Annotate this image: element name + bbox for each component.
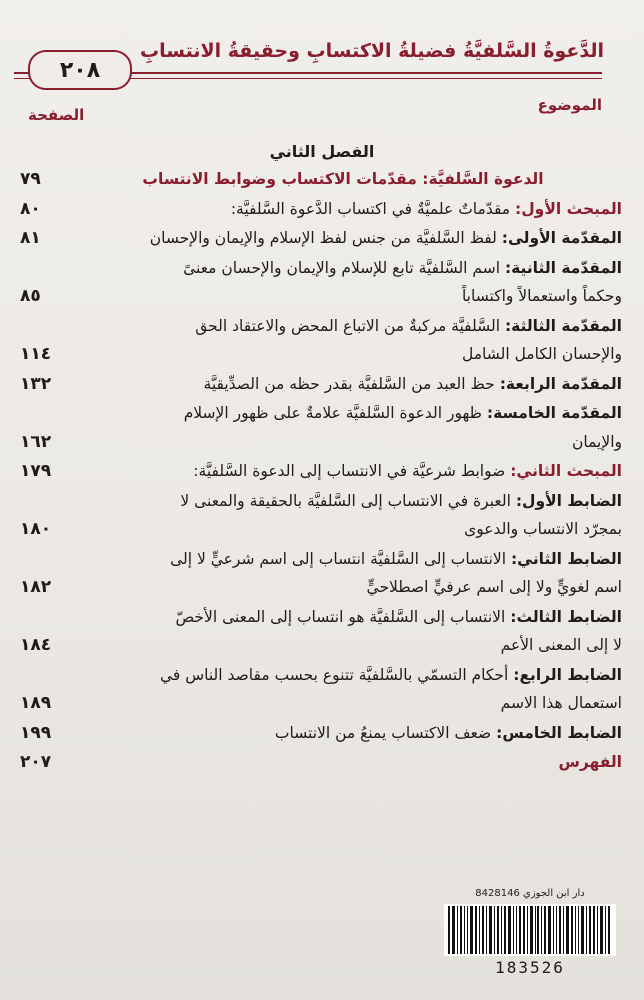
barcode-bar (553, 906, 554, 954)
toc-entry-page: ١١٤ (20, 344, 52, 364)
page-number-badge: ٢٠٨ (28, 50, 132, 90)
barcode-bar (537, 906, 539, 954)
barcode-bar (479, 906, 480, 954)
toc-entry-text: استعمال هذا الاسم (500, 694, 622, 712)
toc-entry-label: الضابط الخامس: (496, 723, 622, 742)
toc-entry-line (64, 692, 622, 714)
barcode-bar (541, 906, 542, 954)
barcode-bar (497, 906, 499, 954)
chapter-heading: الفصل الثاني (269, 142, 375, 161)
toc-entry-label: المقدّمة الأولى: (501, 229, 622, 247)
toc-entry-label: الدعوة السَّلفيَّة: مقدّمات الاكتساب وضوابط الانتساب (142, 170, 544, 188)
toc-entry-text: وحكماً واستعمالاً واكتساباً (461, 287, 622, 305)
toc-entry-line (64, 198, 622, 220)
toc-entry-page: ١٩٩ (20, 722, 52, 743)
barcode-bar (448, 906, 450, 954)
toc-entry-text: العبرة في الانتساب إلى السَّلفيَّة بالحقيقة والمعنى لا (180, 491, 516, 510)
toc-entry-text: الانتساب إلى السَّلفيَّة هو انتساب إلى المعنى الأخصّ (175, 607, 511, 626)
barcode-bar (586, 906, 587, 954)
barcode-bar (544, 906, 546, 954)
toc-entry-text: حظ العبد من السَّلفيَّة بقدر حظه من الصدِّيقيَّة (203, 374, 500, 393)
toc-entry-label: المبحث الأول: (515, 199, 622, 218)
toc-entry-label: المبحث الثاني: (510, 462, 622, 480)
column-headings (14, 92, 602, 124)
toc-entry-line (64, 257, 622, 279)
toc-entry-text: ضوابط شرعيَّة في الانتساب إلى الدعوة السَّلفيَّة: (193, 462, 511, 480)
toc-entry-page: ٨٠ (20, 198, 41, 219)
barcode-bar (475, 906, 477, 954)
toc-entry-line (64, 315, 622, 337)
barcode-publisher: دار ابن الجوزي 8428146 (475, 888, 585, 899)
toc-entry-line (64, 576, 622, 598)
barcode-bar (489, 906, 492, 954)
barcode-bar (527, 906, 528, 954)
toc-entry-line (64, 402, 622, 424)
barcode-bar (589, 906, 591, 954)
toc-entry-line (64, 343, 622, 365)
barcode-bar (519, 906, 521, 954)
barcode (440, 888, 620, 988)
toc-entry-line (64, 227, 622, 249)
toc-entry-label: المقدّمة الثالثة: (504, 316, 622, 335)
toc-entry-label: المقدّمة الثانية: (504, 258, 622, 277)
toc-entry-page: ١٨٠ (20, 519, 52, 539)
running-header-title: الدَّعوةُ السَّلفيَّةُ فضيلةُ الاكتسابِ وحقيقةُ الانتسابِ (140, 40, 604, 62)
toc-entry-text: ظهور الدعوة السَّلفيَّة علامةٌ على ظهور الإسلام (183, 404, 487, 422)
barcode-bar (513, 906, 514, 954)
toc-entry-page: ١٦٢ (20, 431, 52, 452)
toc-entry-line (64, 722, 622, 744)
toc-entry-text: والإيمان (571, 432, 622, 451)
toc-entry-line (64, 751, 622, 773)
toc-entry-line (64, 548, 622, 570)
toc-entry-line (64, 460, 622, 482)
barcode-bar (486, 906, 487, 954)
toc-entry-page: ١٨٩ (20, 693, 52, 713)
toc-entry-line (64, 431, 622, 453)
barcode-bar (548, 906, 551, 954)
barcode-bar (597, 906, 598, 954)
toc-entry-page: ١٧٩ (20, 461, 52, 481)
toc-entry-line (64, 664, 622, 686)
column-topic-label: الموضوع (537, 96, 602, 114)
barcode-bar (608, 906, 610, 954)
toc-entry-label: الضابط الرابع: (513, 665, 622, 684)
toc-entry-page: ٢٠٧ (20, 752, 52, 772)
toc-entry-text: اسم السَّلفيَّة تابع للإسلام والإيمان والإحسان معنىً (183, 258, 505, 277)
barcode-bar (457, 906, 458, 954)
barcode-bar (578, 906, 579, 954)
toc-entry-label: الضابط الأول: (515, 491, 622, 510)
barcode-bar (593, 906, 595, 954)
barcode-bar (556, 906, 557, 954)
toc-entry-text: أحكام التسمّي بالسَّلفيَّة تتنوع بحسب مقاصد الناس في (159, 665, 514, 684)
barcode-bar (508, 906, 511, 954)
toc-entry-line (64, 168, 622, 190)
toc-entry-text: لا إلى المعنى الأعم (500, 636, 622, 654)
barcode-bar (581, 906, 584, 954)
barcode-bar (464, 906, 465, 954)
toc-entry-text: ضعف الاكتساب يمنعُ من الانتساب (274, 723, 497, 742)
toc-entry-line (64, 490, 622, 512)
barcode-bar (482, 906, 484, 954)
toc-entry-line (64, 373, 622, 395)
column-page-label: الصفحة (28, 106, 85, 124)
toc-entry-line (64, 518, 622, 540)
toc-entry-page: ١٨٤ (20, 635, 52, 655)
toc-entry-line (64, 285, 622, 307)
barcode-bar (452, 906, 455, 954)
barcode-bar (571, 906, 573, 954)
barcode-bar (523, 906, 525, 954)
barcode-bar (535, 906, 536, 954)
toc-entry-label: الضابط الثالث: (510, 607, 622, 626)
toc-entry-label: الضابط الثاني: (510, 549, 622, 568)
barcode-bar (504, 906, 506, 954)
toc-entry-text: اسم لغويٍّ ولا إلى اسم عرفيٍّ اصطلاحيٍّ (366, 578, 622, 596)
toc-entry-label: المقدّمة الرابعة: (499, 374, 622, 393)
barcode-bar (460, 906, 462, 954)
barcode-bar (467, 906, 468, 954)
toc-entry-text: مقدّماتٌ علميَّةٌ في اكتساب الدَّعوة السَّلفيَّة: (230, 199, 516, 218)
barcode-bar (559, 906, 561, 954)
barcode-bar (501, 906, 502, 954)
toc-entry-text: لفظ السَّلفيَّة من جنس لفظ الإسلام والإيمان والإحسان (149, 229, 502, 247)
barcode-bars (444, 904, 616, 956)
barcode-bar (494, 906, 495, 954)
barcode-bar (566, 906, 569, 954)
barcode-number: 183526 (495, 958, 565, 977)
toc-entry-page: ١٣٢ (20, 373, 52, 394)
toc-entry-text: بمجرّد الانتساب والدعوى (464, 520, 622, 538)
barcode-bar (470, 906, 473, 954)
toc-entry-label: الفهرس (558, 753, 622, 771)
toc-entry-page: ١٨٢ (20, 577, 52, 597)
barcode-bar (530, 906, 533, 954)
toc-entry-page: ٨٥ (20, 286, 41, 306)
barcode-bar (563, 906, 564, 954)
barcode-bar (516, 906, 517, 954)
barcode-bar (605, 906, 606, 954)
toc-entry-line (64, 634, 622, 656)
toc-entry-text: والإحسان الكامل الشامل (462, 345, 622, 363)
toc-entry-text: الانتساب إلى السَّلفيَّة انتساب إلى اسم شرعيٍّ لا إلى (170, 549, 511, 568)
toc-entry-label: المقدّمة الخامسة: (486, 404, 622, 422)
toc-entry-page: ٨١ (20, 228, 41, 248)
toc-entry-line (64, 606, 622, 628)
toc-entry-text: السَّلفيَّة مركبةٌ من الاتباع المحض والاعتقاد الحق (195, 316, 505, 335)
barcode-bar (600, 906, 603, 954)
toc-entry-page: ٧٩ (20, 169, 41, 189)
barcode-bar (575, 906, 576, 954)
